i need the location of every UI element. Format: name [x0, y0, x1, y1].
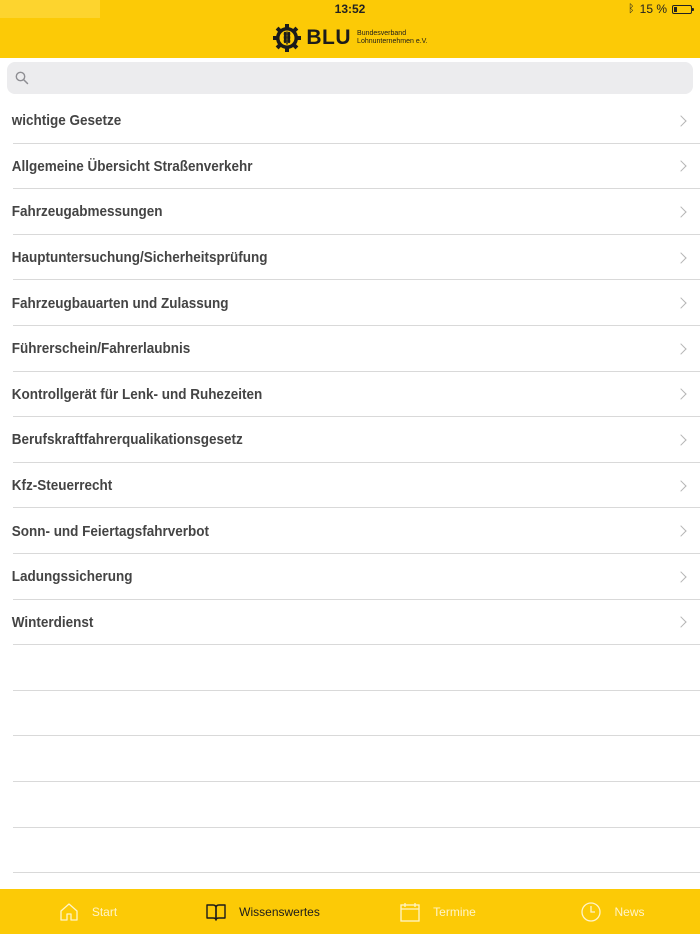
chevron-right-icon [675, 161, 686, 172]
list-item[interactable] [0, 417, 700, 463]
status-indicators [628, 2, 692, 16]
list-item[interactable] [0, 98, 700, 144]
battery-percent: 15 % [639, 2, 667, 16]
chevron-right-icon [675, 389, 686, 400]
tab-label: News [614, 904, 645, 919]
topic-list [0, 98, 700, 873]
empty-row [0, 828, 700, 874]
logo-subtitle-line2: Lohnunternehmen e.V. [357, 38, 428, 45]
chevron-right-icon [675, 571, 686, 582]
list-item[interactable] [0, 189, 700, 235]
chevron-right-icon [675, 252, 686, 263]
chevron-right-icon [675, 434, 686, 445]
list-item[interactable] [0, 144, 700, 190]
list-item-label: Führerschein/Fahrerlaubnis [11, 340, 191, 358]
list-item-label: Winterdienst [11, 613, 94, 631]
list-item[interactable] [0, 554, 700, 600]
list-item[interactable] [0, 600, 700, 646]
list-item-label: Berufskraftfahrerqualikationsgesetz [11, 431, 243, 449]
nav-bar [0, 18, 700, 58]
search-bar[interactable] [7, 62, 693, 94]
battery-icon [672, 5, 692, 14]
empty-row [0, 691, 700, 737]
search-icon [15, 71, 29, 85]
list-item-label: Sonn- und Feiertagsfahrverbot [11, 522, 209, 540]
list-item-label: Kfz-Steuerrecht [11, 477, 113, 495]
clock-icon [580, 901, 602, 923]
list-item-label: Ladungssicherung [11, 568, 133, 586]
chevron-right-icon [675, 480, 686, 491]
chevron-right-icon [675, 617, 686, 628]
app-logo [272, 23, 427, 53]
status-time: 13:52 [334, 2, 366, 16]
logo-subtitle [357, 30, 428, 46]
list-item-label: Allgemeine Übersicht Straßenverkehr [11, 157, 253, 175]
chevron-right-icon [675, 525, 686, 536]
list-item[interactable] [0, 326, 700, 372]
list-item[interactable] [0, 508, 700, 554]
list-item-label: Kontrollgerät für Lenk- und Ruhezeiten [11, 385, 263, 403]
tab-wissenswertes[interactable] [175, 889, 350, 934]
home-icon [58, 901, 80, 923]
tab-label: Start [91, 904, 118, 919]
tab-news[interactable] [525, 889, 700, 934]
list-item[interactable] [0, 372, 700, 418]
tab-termine[interactable] [350, 889, 525, 934]
search-input[interactable] [35, 70, 675, 86]
chevron-right-icon [675, 298, 686, 309]
status-bar [0, 0, 700, 18]
list-item-label: Hauptuntersuchung/Sicherheitsprüfung [11, 249, 268, 267]
gear-wheat-logo-icon [272, 23, 302, 53]
empty-row [0, 782, 700, 828]
tab-label: Termine [433, 904, 476, 919]
tab-start[interactable] [0, 889, 175, 934]
list-item[interactable] [0, 463, 700, 509]
logo-subtitle-line1: Bundesverband [357, 30, 407, 37]
list-item[interactable] [0, 235, 700, 281]
tab-label: Wissenswertes [239, 904, 320, 919]
book-icon [205, 901, 227, 923]
logo-text: BLU [306, 26, 352, 49]
list-item[interactable] [0, 280, 700, 326]
chevron-right-icon [675, 206, 686, 217]
empty-row [0, 736, 700, 782]
empty-row [0, 645, 700, 691]
list-item-label: wichtige Gesetze [11, 112, 122, 130]
list-item-label: Fahrzeugabmessungen [11, 203, 163, 221]
chevron-right-icon [675, 115, 686, 126]
tab-bar [0, 889, 700, 934]
bluetooth-icon: ᛒ [628, 3, 635, 15]
calendar-icon [399, 901, 421, 923]
chevron-right-icon [675, 343, 686, 354]
list-item-label: Fahrzeugbauarten und Zulassung [11, 294, 229, 312]
